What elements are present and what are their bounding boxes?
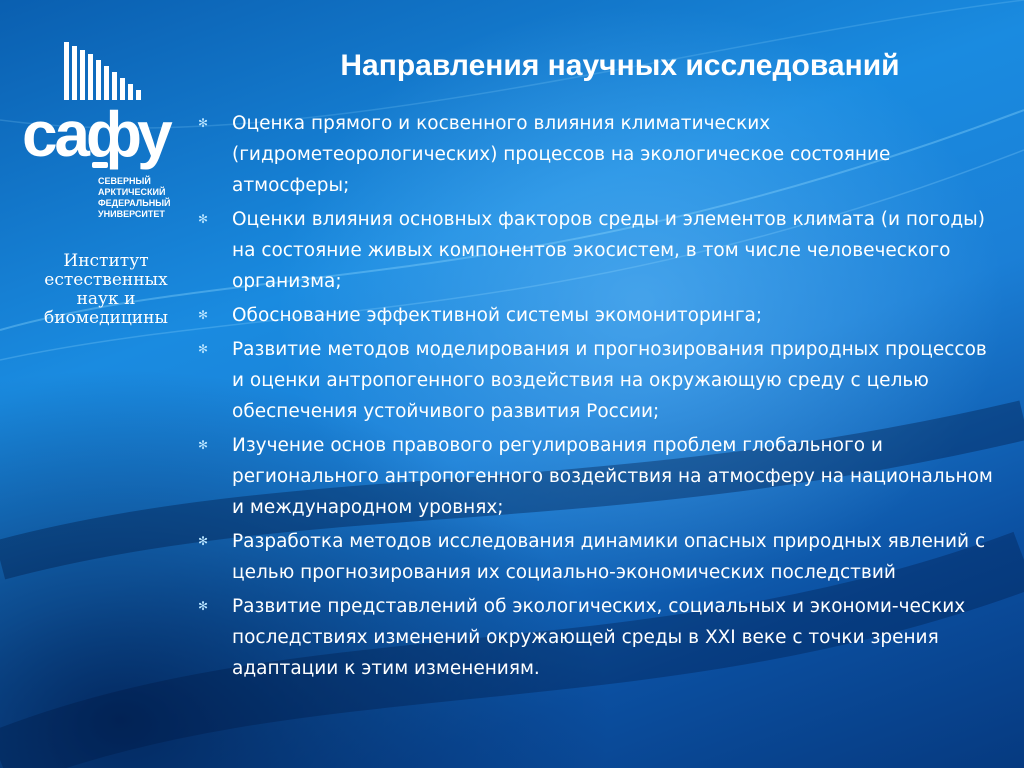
- logo-wordmark: сафу: [22, 98, 169, 170]
- snowflake-icon: ✻: [198, 342, 209, 356]
- research-directions-list: [198, 108, 998, 687]
- logo-line: УНИВЕРСИТЕТ: [98, 209, 165, 219]
- list-item-text: Обоснование эффективной системы экомониторинга;: [232, 305, 763, 326]
- institute-name: [20, 252, 192, 328]
- institute-line: наук и: [76, 289, 136, 309]
- institute-line: естественных: [44, 270, 168, 290]
- list-item: [198, 204, 998, 297]
- list-item-text: Изучение основ правового регулирования проблем глобального и регионального антропогенного воздействия на атмосферу на национальном и международном уровнях;: [232, 435, 993, 518]
- list-item: [198, 300, 998, 331]
- list-item-text: Развитие методов моделирования и прогнозирования природных процессов и оценки антропогенного воздействия на окружающую среду с целью обеспечения устойчивого развития России;: [232, 339, 987, 422]
- list-item: [198, 430, 998, 523]
- snowflake-icon: ✻: [198, 308, 209, 322]
- logo-line: СЕВЕРНЫЙ: [98, 176, 151, 186]
- snowflake-icon: ✻: [198, 534, 209, 548]
- list-item-text: Оценки влияния основных факторов среды и элементов климата (и погоды) на состояние живых компонентов экосистем, в том числе человеческого организма;: [232, 209, 985, 292]
- list-item-text: Оценка прямого и косвенного влияния климатических (гидрометеорологических) процессов на экологическое состояние атмосферы;: [232, 113, 891, 196]
- university-logo: [18, 38, 193, 238]
- institute-line: Институт: [63, 251, 149, 271]
- list-item-text: Развитие представлений об экологических, социальных и экономи-ческих последствиях изменений окружающей среды в XXI веке с точки зрения адаптации к этим изменениям.: [232, 596, 966, 679]
- snowflake-icon: ✻: [198, 116, 209, 130]
- snowflake-icon: ✻: [198, 212, 209, 226]
- institute-line: биомедицины: [43, 308, 168, 328]
- slide-title: Направления научных исследований: [340, 49, 900, 82]
- list-item: [198, 108, 998, 201]
- snowflake-icon: ✻: [198, 438, 209, 452]
- list-item: [198, 334, 998, 427]
- list-item: [198, 526, 998, 588]
- list-item-text: Разработка методов исследования динамики опасных природных явлений с целью прогнозирования их социально-экономических последствий: [232, 531, 986, 583]
- snowflake-icon: ✻: [198, 599, 209, 613]
- list-item: [198, 591, 998, 684]
- logo-icon: [18, 38, 193, 238]
- logo-line: ФЕДЕРАЛЬНЫЙ: [98, 198, 171, 208]
- logo-line: АРКТИЧЕСКИЙ: [98, 187, 166, 197]
